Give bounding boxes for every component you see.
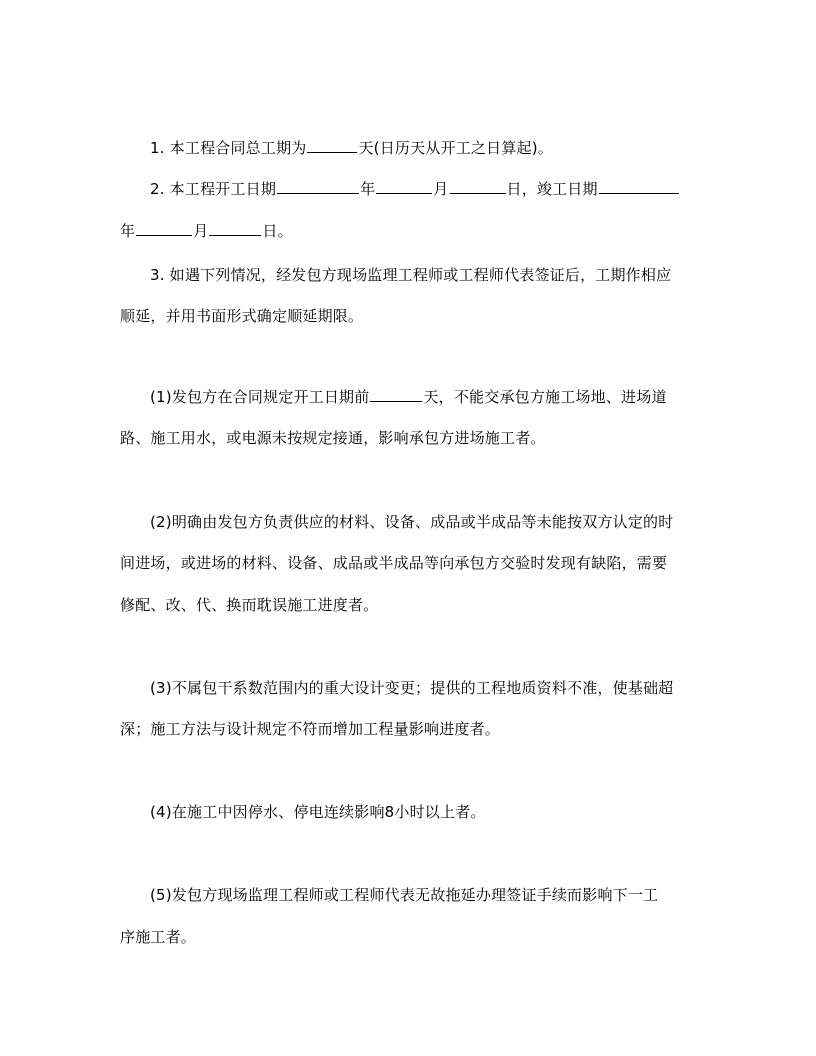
completion-year-label: 年 bbox=[120, 222, 136, 240]
completion-date-label: 日，竣工日期 bbox=[506, 180, 598, 198]
total-duration-blank bbox=[307, 138, 357, 153]
subclause-2-line-1: (2)明确由发包方负责供应的材料、设备、成品或半成品等未能按双方认定的时 bbox=[150, 513, 674, 531]
days-before-start-blank bbox=[370, 387, 422, 402]
clause-3-line-2: 顺延，并用书面形式确定顺延期限。 bbox=[120, 307, 364, 325]
start-date-label: 2. 本工程开工日期 bbox=[150, 180, 277, 198]
clause-3-line-1: 3. 如遇下列情况，经发包方现场监理工程师或工程师代表签证后，工期作相应 bbox=[150, 266, 672, 284]
subclause-1-text-before: (1)发包方在合同规定开工日期前 bbox=[150, 388, 370, 406]
subclause-5-line-2: 序施工者。 bbox=[120, 928, 197, 946]
subclause-2-line-2: 间进场，或进场的材料、设备、成品或半成品等向承包方交验时发现有缺陷，需要 bbox=[120, 554, 668, 572]
clause-1-line bbox=[150, 137, 700, 159]
clause-1-text-after: 天(日历天从开工之日算起)。 bbox=[358, 139, 553, 157]
completion-year-blank bbox=[599, 179, 679, 194]
subclause-3-line-1: (3)不属包干系数范围内的重大设计变更；提供的工程地质资料不准，使基础超 bbox=[150, 679, 674, 697]
start-month-blank bbox=[376, 179, 432, 194]
subclause-5-line-1: (5)发包方现场监理工程师或工程师代表无故拖延办理签证手续而影响下一工 bbox=[150, 886, 659, 904]
completion-month-blank bbox=[136, 221, 192, 236]
subclause-3-line-2: 深；施工方法与设计规定不符而增加工程量影响进度者。 bbox=[120, 720, 501, 738]
completion-day-label: 日。 bbox=[262, 222, 293, 240]
subclause-1-text-after: 天，不能交承包方施工场地、进场道 bbox=[423, 388, 667, 406]
clause-1-text-before: 1. 本工程合同总工期为 bbox=[150, 139, 307, 157]
subclause-1-line-1 bbox=[150, 386, 700, 408]
start-month-label: 月 bbox=[433, 180, 449, 198]
subclause-4-line-1: (4)在施工中因停水、停电连续影响8小时以上者。 bbox=[150, 803, 486, 821]
completion-month-label: 月 bbox=[193, 222, 209, 240]
start-year-blank bbox=[277, 179, 359, 194]
start-day-blank bbox=[450, 179, 506, 194]
clause-2-line-2 bbox=[120, 220, 700, 242]
subclause-2-line-3: 修配、改、代、换而耽误施工进度者。 bbox=[120, 596, 379, 614]
clause-2-line-1 bbox=[150, 178, 700, 200]
subclause-1-line-2: 路、施工用水，或电源未按规定接通，影响承包方进场施工者。 bbox=[120, 429, 546, 447]
start-year-label: 年 bbox=[360, 180, 376, 198]
completion-day-blank bbox=[209, 221, 261, 236]
